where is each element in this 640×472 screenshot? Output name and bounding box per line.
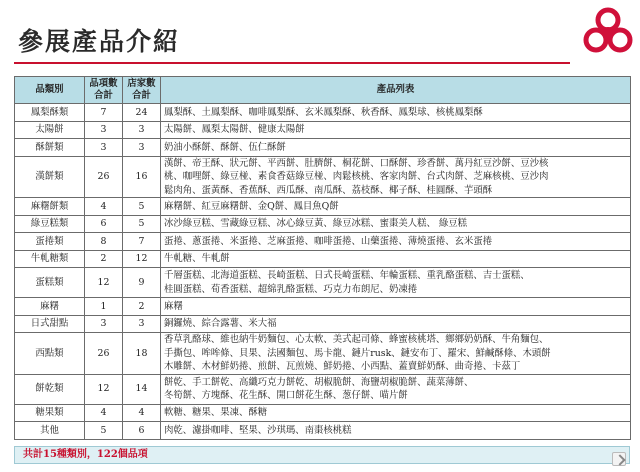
product-list-cell — [161, 121, 631, 139]
store-count-cell: 4 — [123, 404, 161, 422]
product-table-container — [14, 76, 630, 440]
store-count-cell: 18 — [123, 333, 161, 375]
product-line: 手撕包、哞哞條、貝果、法國麵包、馬卡龍、鏈片rusk、鏈安布丁、羅宋、鮮鹹酥條、木頭餅 — [164, 347, 551, 359]
store-count-cell: 16 — [123, 156, 161, 198]
item-count-cell: 8 — [85, 233, 123, 251]
category-cell: 鳳梨酥類 — [15, 104, 85, 122]
store-count-cell: 3 — [123, 315, 161, 333]
product-list-cell — [161, 156, 631, 198]
header-product-list: 產品列表 — [161, 77, 631, 104]
table-header-row — [15, 77, 631, 104]
header-item-count: 品項數合計 — [85, 77, 123, 104]
product-list-cell — [161, 198, 631, 216]
product-list-cell — [161, 298, 631, 316]
table-row — [15, 121, 631, 139]
product-line: 太陽餅、鳳梨太陽餅、健康太陽餅 — [164, 124, 305, 135]
product-list-cell — [161, 139, 631, 157]
item-count-cell: 4 — [85, 404, 123, 422]
store-count-cell: 6 — [123, 422, 161, 440]
brand-logo-icon — [578, 2, 638, 62]
next-page-button[interactable] — [612, 452, 626, 466]
product-list-cell — [161, 333, 631, 375]
category-cell: 西點類 — [15, 333, 85, 375]
product-list-cell — [161, 404, 631, 422]
product-line: 鬆肉角、蛋黃酥、香蕉酥、西瓜酥、南瓜酥、荔枝酥、椰子酥、桂圓酥、芋頭酥 — [164, 184, 493, 196]
table-row — [15, 315, 631, 333]
product-line: 奶油小酥餅、酥餅、伍仁酥餅 — [164, 141, 286, 153]
product-line: 千層蛋糕、北海道蛋糕、長崎蛋糕、日式長崎蛋糕、年輪蛋糕、重乳酪蛋糕、吉士蛋糕、 — [164, 270, 530, 281]
category-cell: 餅乾類 — [15, 374, 85, 404]
product-line: 漢餅、帝王酥、狀元餅、平西餅、肚臍餅、桐花餅、口酥餅、珍香餅、萬丹紅豆沙餅、豆沙核 — [164, 157, 549, 169]
store-count-cell: 7 — [123, 233, 161, 251]
category-cell: 太陽餅 — [15, 121, 85, 139]
category-cell: 綠豆糕類 — [15, 215, 85, 233]
category-cell: 日式甜點 — [15, 315, 85, 333]
product-list-cell — [161, 374, 631, 404]
product-list-cell — [161, 268, 631, 298]
product-list-cell — [161, 233, 631, 251]
item-count-cell: 2 — [85, 250, 123, 268]
product-line: 冰沙綠豆糕、雪藏綠豆糕、冰心綠豆黃、綠豆冰糕、蜜棗美人糕、 綠豆糕 — [164, 218, 467, 229]
table-row — [15, 156, 631, 198]
product-table — [14, 76, 631, 440]
item-count-cell: 12 — [85, 374, 123, 404]
table-row — [15, 215, 631, 233]
total-summary: 共計15種類別，122個品項 — [14, 446, 630, 464]
store-count-cell: 3 — [123, 121, 161, 139]
product-list-cell — [161, 215, 631, 233]
product-line: 牛軋糖、牛軋餅 — [164, 253, 230, 264]
item-count-cell: 1 — [85, 298, 123, 316]
store-count-cell: 5 — [123, 215, 161, 233]
store-count-cell: 14 — [123, 374, 161, 404]
category-cell: 牛軋糖類 — [15, 250, 85, 268]
category-cell: 蛋糕類 — [15, 268, 85, 298]
item-count-cell: 5 — [85, 422, 123, 440]
product-line: 肉乾、濾掛咖啡、堅果、沙琪瑪、南棗核桃糕 — [164, 424, 352, 436]
product-line: 桂圓蛋糕、荀香蛋糕、超綿乳酪蛋糕、巧克力布朗尼、奶凍捲 — [164, 283, 418, 295]
category-cell: 糖果類 — [15, 404, 85, 422]
table-row — [15, 374, 631, 404]
page-title: 參展產品介紹 — [18, 27, 181, 56]
category-cell: 漢餅類 — [15, 156, 85, 198]
header-store-count: 店家數合計 — [123, 77, 161, 104]
item-count-cell: 6 — [85, 215, 123, 233]
item-count-cell: 7 — [85, 104, 123, 122]
product-line: 鳳梨酥、土鳳梨酥、咖啡鳳梨酥、玄米鳳梨酥、秋香酥、鳳梨球、核桃鳳梨酥 — [164, 106, 483, 118]
category-cell: 麻糬 — [15, 298, 85, 316]
product-line: 木雕餅、木材鮮奶捲、煎餅、瓦煎燒、鮮奶捲、小西點、蓋賣鮮奶酥、曲奇捲、卡茲丁 — [164, 361, 521, 372]
table-row — [15, 404, 631, 422]
product-line: 冬筍餅、方塊酥、花生酥、開口餅花生酥、葱仔餅、喵片餅 — [164, 390, 408, 401]
item-count-cell: 3 — [85, 121, 123, 139]
header-category: 品類別 — [15, 77, 85, 104]
product-line: 蛋捲、蔥蛋捲、米蛋捲、芝麻蛋捲、咖啡蛋捲、山藥蛋捲、薄燒蛋捲、玄米蛋捲 — [164, 235, 493, 247]
item-count-cell: 3 — [85, 315, 123, 333]
store-count-cell: 3 — [123, 139, 161, 157]
table-body — [15, 104, 631, 440]
product-line: 銅鑼燒、綜合露薯、米大福 — [164, 318, 277, 329]
product-list-cell — [161, 315, 631, 333]
product-line: 麻糬餅、紅豆麻糬餅、金Q餅、鳳目魚Q餅 — [164, 200, 339, 212]
table-row — [15, 298, 631, 316]
category-cell: 其他 — [15, 422, 85, 440]
title-divider — [14, 62, 570, 64]
item-count-cell: 4 — [85, 198, 123, 216]
item-count-cell: 12 — [85, 268, 123, 298]
table-row — [15, 233, 631, 251]
item-count-cell: 3 — [85, 139, 123, 157]
category-cell: 蛋捲類 — [15, 233, 85, 251]
table-row — [15, 139, 631, 157]
product-list-cell — [161, 250, 631, 268]
store-count-cell: 2 — [123, 298, 161, 316]
item-count-cell: 26 — [85, 333, 123, 375]
product-line: 桃、咖哩餅、綠豆椪、素食香菇綠豆椪、肉鬆核桃、客家肉餅、台式肉餅、芝麻核桃、豆沙肉 — [164, 171, 549, 182]
table-row — [15, 198, 631, 216]
store-count-cell: 5 — [123, 198, 161, 216]
table-row — [15, 104, 631, 122]
item-count-cell: 26 — [85, 156, 123, 198]
product-list-cell — [161, 104, 631, 122]
store-count-cell: 12 — [123, 250, 161, 268]
store-count-cell: 9 — [123, 268, 161, 298]
category-cell: 麻糬餅類 — [15, 198, 85, 216]
table-row — [15, 422, 631, 440]
product-list-cell — [161, 422, 631, 440]
table-row — [15, 268, 631, 298]
table-row — [15, 333, 631, 375]
product-line: 麻糬 — [164, 300, 183, 312]
category-cell: 酥餅類 — [15, 139, 85, 157]
product-line: 軟糖、糖果、果凍、酥糖 — [164, 407, 268, 418]
store-count-cell: 24 — [123, 104, 161, 122]
product-line: 餅乾、手工餅乾、高纖巧克力餅乾、胡椒脆餅、海鹽胡椒脆餅、蔬菜薄餅、 — [164, 376, 474, 388]
table-row — [15, 250, 631, 268]
product-line: 香草乳酪球、維也納牛奶麵包、心太軟、美式起司條、蜂蜜核桃塔、鄉鄉奶奶酥、牛角麵包、 — [164, 334, 549, 345]
